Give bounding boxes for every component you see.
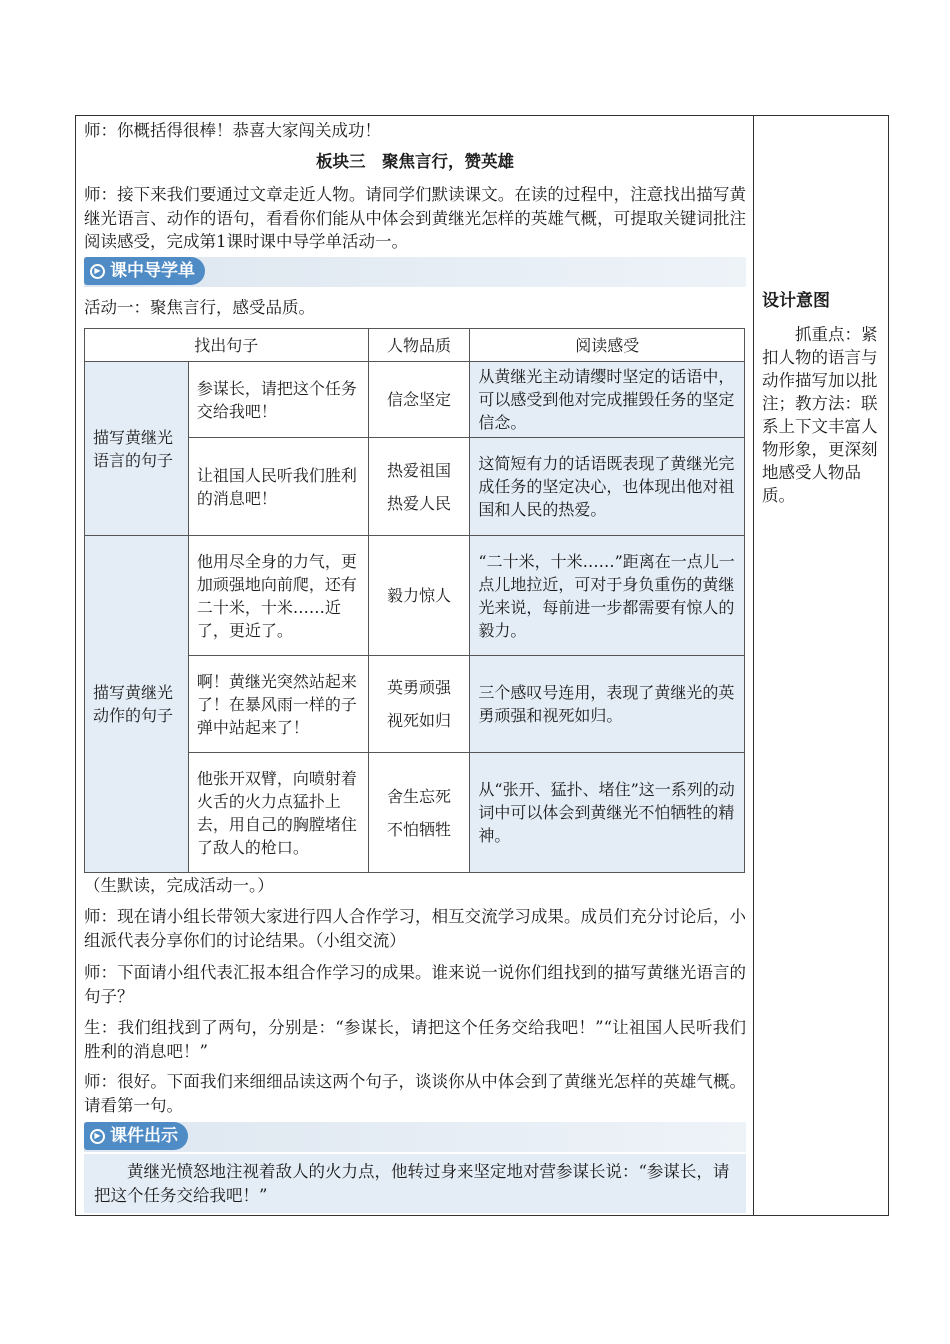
after-table-note: （生默读，完成活动一。） [84,876,274,895]
header-quality: 人物品质 [368,329,470,362]
sentence-cell: 啊！黄继光突然站起来了！在暴风雨一样的子弹中站起来了！ [188,656,368,753]
design-intent-heading: 设计意图 [762,291,830,311]
quality-cell: 热爱祖国 热爱人民 [368,438,470,536]
courseware-banner [84,1122,746,1152]
table-row [85,536,745,656]
quality-cell: 毅力惊人 [368,536,470,656]
sentence-cell: 让祖国人民听我们胜利的消息吧！ [188,438,368,536]
design-intent-body: 抓重点：紧扣人物的语言与动作描写加以批注；教方法：联系上下文丰富人物形象，更深刻地感受人物品质。 [762,325,878,505]
report-paragraph: 师：下面请小组代表汇报本组合作学习的成果。谁来说一说你们组找到的描写黄继光语言的句子？ [84,963,746,1006]
courseware-banner-label: 课件出示 [110,1126,178,1146]
quality-cell: 舍生忘死 不怕牺牲 [368,753,470,873]
guide-banner-label: 课中导学单 [110,261,195,281]
category-language: 描写黄继光语言的句子 [85,362,189,536]
activity-table [84,328,745,873]
instruction-paragraph: 师：接下来我们要通过文章走近人物。请同学们默读课文。在读的过程中，注意找出描写黄继光语言、动作的语句，看看你们能从中体会到黄继光怎样的英雄气概，可提取关键词批注阅读感受，完成第1课时课中导学单活动一。 [84,185,746,251]
group-paragraph: 师：现在请小组长带领大家进行四人合作学习，相互交流学习成果。成员们充分讨论后，小组派代表分享你们的讨论结果。（小组交流） [84,907,746,950]
quality-cell: 信念坚定 [368,362,470,438]
sentence-cell: 他张开双臂，向喷射着火舌的火力点猛扑上去，用自己的胸膛堵住了敌人的枪口。 [188,753,368,873]
sentence-cell: 参谋长，请把这个任务交给我吧！ [188,362,368,438]
feeling-cell: 这简短有力的话语既表现了黄继光完成任务的坚定决心，也体现出他对祖国和人民的热爱。 [470,438,745,536]
section-title: 板块三 聚焦言行，赞英雄 [316,152,514,171]
play-icon: ▶ [90,264,105,279]
guide-banner-tag [84,257,205,285]
quality-cell: 英勇顽强 视死如归 [368,656,470,753]
activity-title: 活动一：聚焦言行，感受品质。 [84,298,315,317]
table-row [85,362,745,438]
play-icon: ▶ [90,1129,105,1144]
table-header-row [85,329,745,362]
header-feeling: 阅读感受 [470,329,745,362]
feeling-cell: “二十米，十米……”距离在一点儿一点儿地拉近，可对于身负重伤的黄继光来说，每前进一步都需要有惊人的毅力。 [470,536,745,656]
guide-banner [84,257,746,287]
teacher-paragraph: 师：很好。下面我们来细细品读这两个句子，谈谈你从中体会到了黄继光怎样的英雄气概。请看第一句。 [84,1072,746,1115]
column-divider [753,115,754,1216]
category-action: 描写黄继光动作的句子 [85,536,189,873]
courseware-banner-tag [84,1122,188,1150]
courseware-quote: 黄继光愤怒地注视着敌人的火力点，他转过身来坚定地对营参谋长说：“参谋长，请把这个任务交给我吧！” [84,1154,746,1213]
intro-line: 师：你概括得很棒！恭喜大家闯关成功！ [84,121,381,140]
sentence-cell: 他用尽全身的力气，更加顽强地向前爬，还有二十米，十米……近了，更近了。 [188,536,368,656]
feeling-cell: 三个感叹号连用，表现了黄继光的英勇顽强和视死如归。 [470,656,745,753]
student-paragraph: 生：我们组找到了两句，分别是：“参谋长，请把这个任务交给我吧！”“让祖国人民听我们胜利的消息吧！” [84,1018,746,1061]
feeling-cell: 从“张开、猛扑、堵住”这一系列的动词中可以体会到黄继光不怕牺牲的精神。 [470,753,745,873]
header-sentence: 找出句子 [85,329,369,362]
feeling-cell: 从黄继光主动请缨时坚定的话语中，可以感受到他对完成摧毁任务的坚定信念。 [470,362,745,438]
design-intent-column [762,290,880,507]
